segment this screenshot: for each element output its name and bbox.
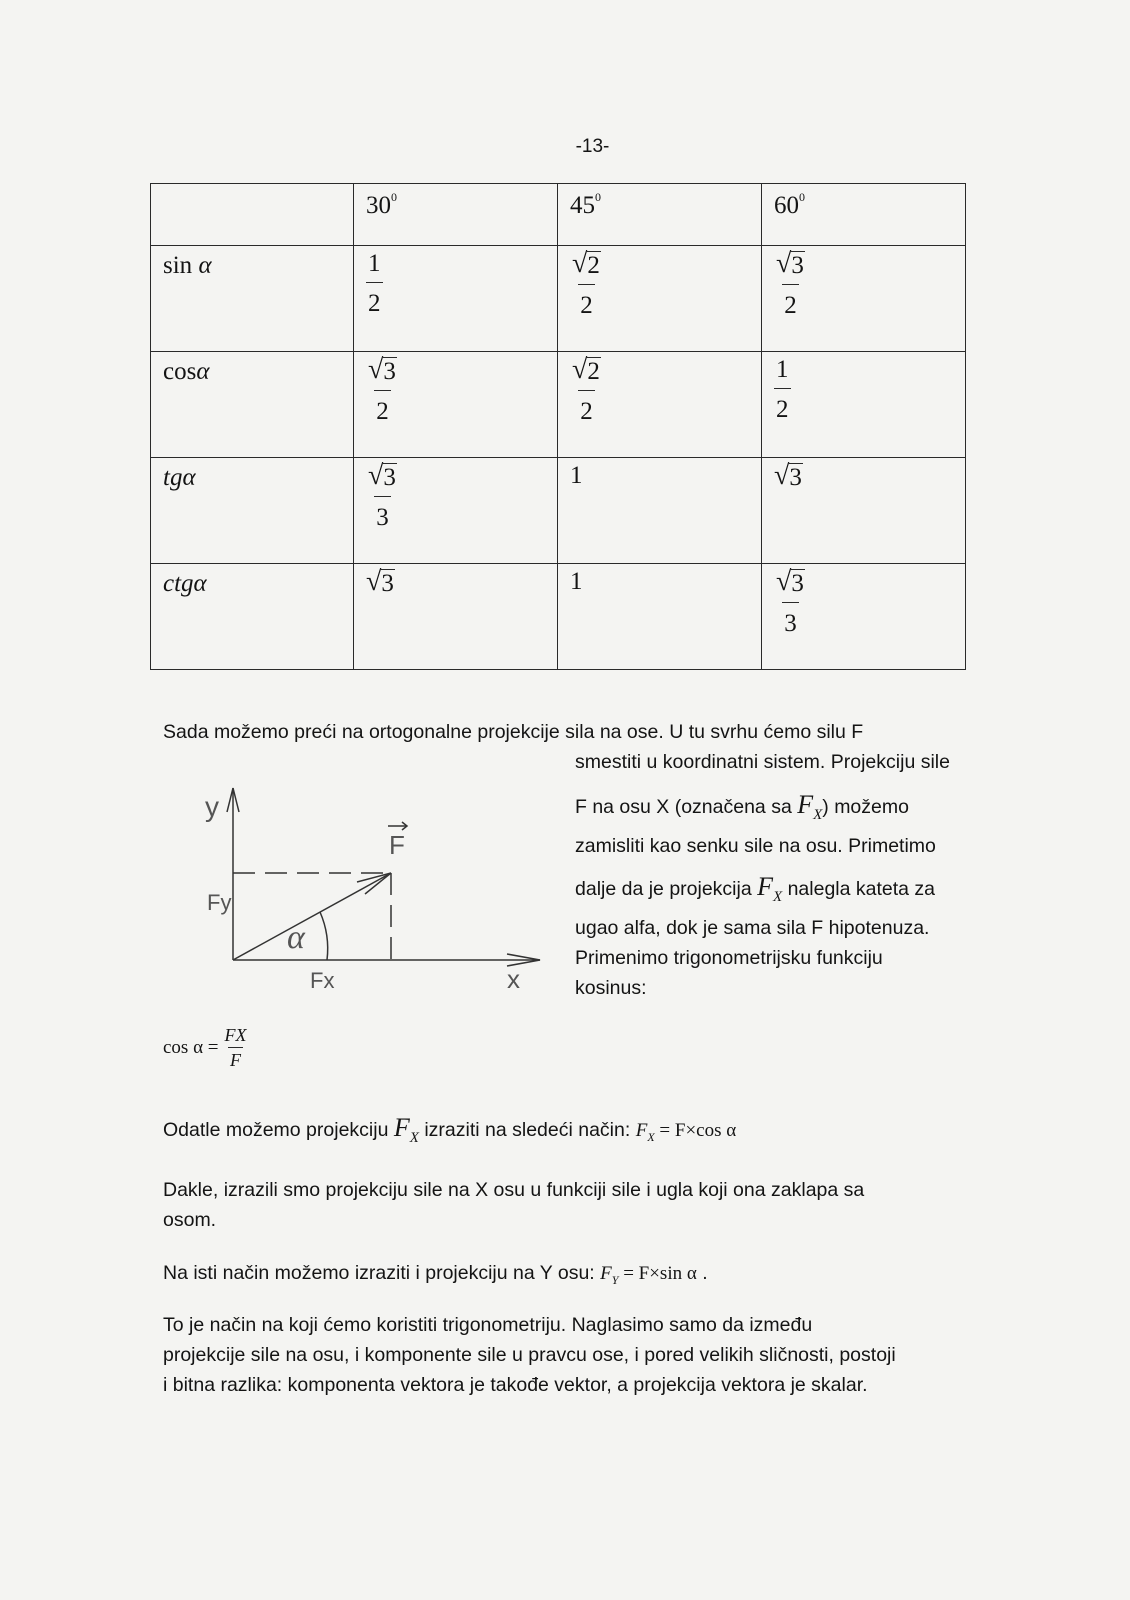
force-label: F	[389, 830, 405, 860]
fx-symbol: $F_X$	[797, 790, 823, 824]
dakle-line-1: Dakle, izrazili smo projekciju sile na X osu u funkciji sile i ugla koji ona zaklapa sa	[163, 1179, 865, 1201]
table-header-row	[151, 184, 966, 246]
intro-line-4: zamisliti kao senku sile na osu. Primetimo	[575, 835, 936, 857]
cell-cos-30: √ 3 2	[354, 352, 558, 458]
trig-values-table	[150, 183, 966, 670]
final-line-3: i bitna razlika: komponenta vektora je takođe vektor, a projekcija vektora je skalar.	[163, 1374, 868, 1396]
fx-symbol: $F_X$	[757, 872, 783, 906]
fx-label: Fx	[310, 968, 335, 993]
table-row-tg	[151, 458, 966, 564]
header-cell-30: $30^0$	[354, 184, 558, 246]
page-number: -13-	[575, 136, 610, 157]
intro-line-5: dalje da je projekcija $F_X$ nalegla kateta za	[575, 872, 936, 906]
x-axis-label: x	[507, 964, 520, 994]
cell-cos-60: $\frac{1}{2}$	[762, 352, 966, 458]
intro-line-6: ugao alfa, dok je sama sila F hipotenuza.	[575, 917, 930, 939]
cell-ctg-60: √ 3 3	[762, 564, 966, 670]
fy-expression-paragraph: Na isti način možemo izraziti i projekciju na Y osu: $F_Y = F\times\sin$ α .	[163, 1262, 708, 1287]
force-projection-diagram	[195, 786, 545, 1001]
fx-symbol: $F_X$	[393, 1113, 419, 1147]
fy-formula: $F_Y = F\times\sin$ α	[600, 1263, 697, 1287]
y-axis-label: y	[205, 791, 219, 822]
cell-tg-30: √ 3 3	[354, 458, 558, 564]
row-label-sin: sin α	[151, 246, 354, 352]
table-row-cos	[151, 352, 966, 458]
cell-ctg-30: √ 3	[354, 564, 558, 670]
final-line-2: projekcije sile na osu, i komponente sile u pravcu ose, i pored velikih sličnosti, postoji	[163, 1344, 896, 1366]
cell-sin-60: √ 3 2	[762, 246, 966, 352]
intro-line-1: Sada možemo preći na ortogonalne projekcije sila na ose. U tu svrhu ćemo silu F	[163, 721, 864, 743]
row-label-tg: tgα	[151, 458, 354, 564]
intro-line-2: smestiti u koordinatni sistem. Projekciju sile	[575, 751, 950, 773]
cell-ctg-45: 1	[558, 564, 762, 670]
row-label-cos: cosα	[151, 352, 354, 458]
fy-label: Fy	[207, 890, 232, 915]
fx-expression-paragraph: Odatle možemo projekciju $F_X$ izraziti na sledeći način: $F_X = F\times\cos$ α	[163, 1113, 737, 1147]
table-row-sin	[151, 246, 966, 352]
header-cell-45: $45^0$	[558, 184, 762, 246]
row-label-ctg: ctgα	[151, 564, 354, 670]
dakle-line-2: osom.	[163, 1209, 217, 1231]
cell-cos-45: √ 2 2	[558, 352, 762, 458]
intro-line-3: F na osu X (označena sa $F_X$) možemo	[575, 790, 909, 824]
table-corner-cell	[151, 184, 354, 246]
cell-tg-45: 1	[558, 458, 762, 564]
cos-equation: cos α = $\frac{FX}{F}$	[163, 1025, 247, 1070]
table-row-ctg	[151, 564, 966, 670]
alpha-angle-arc	[320, 912, 328, 960]
alpha-label: α	[287, 919, 305, 956]
intro-line-7: Primenimo trigonometrijsku funkciju	[575, 947, 883, 969]
header-cell-60: $60^0$	[762, 184, 966, 246]
cell-tg-60: √ 3	[762, 458, 966, 564]
final-line-1: To je način na koji ćemo koristiti trigonometriju. Naglasimo samo da između	[163, 1314, 813, 1336]
cell-sin-30: $\frac{1}{2}$	[354, 246, 558, 352]
fx-formula: $F_X = F\times\cos$ α	[635, 1120, 737, 1144]
force-vector	[233, 873, 391, 960]
cos-equation-fraction: $\frac{FX}{F}$	[224, 1025, 247, 1070]
cell-sin-45: √ 2 2	[558, 246, 762, 352]
intro-line-8: kosinus:	[575, 977, 647, 999]
